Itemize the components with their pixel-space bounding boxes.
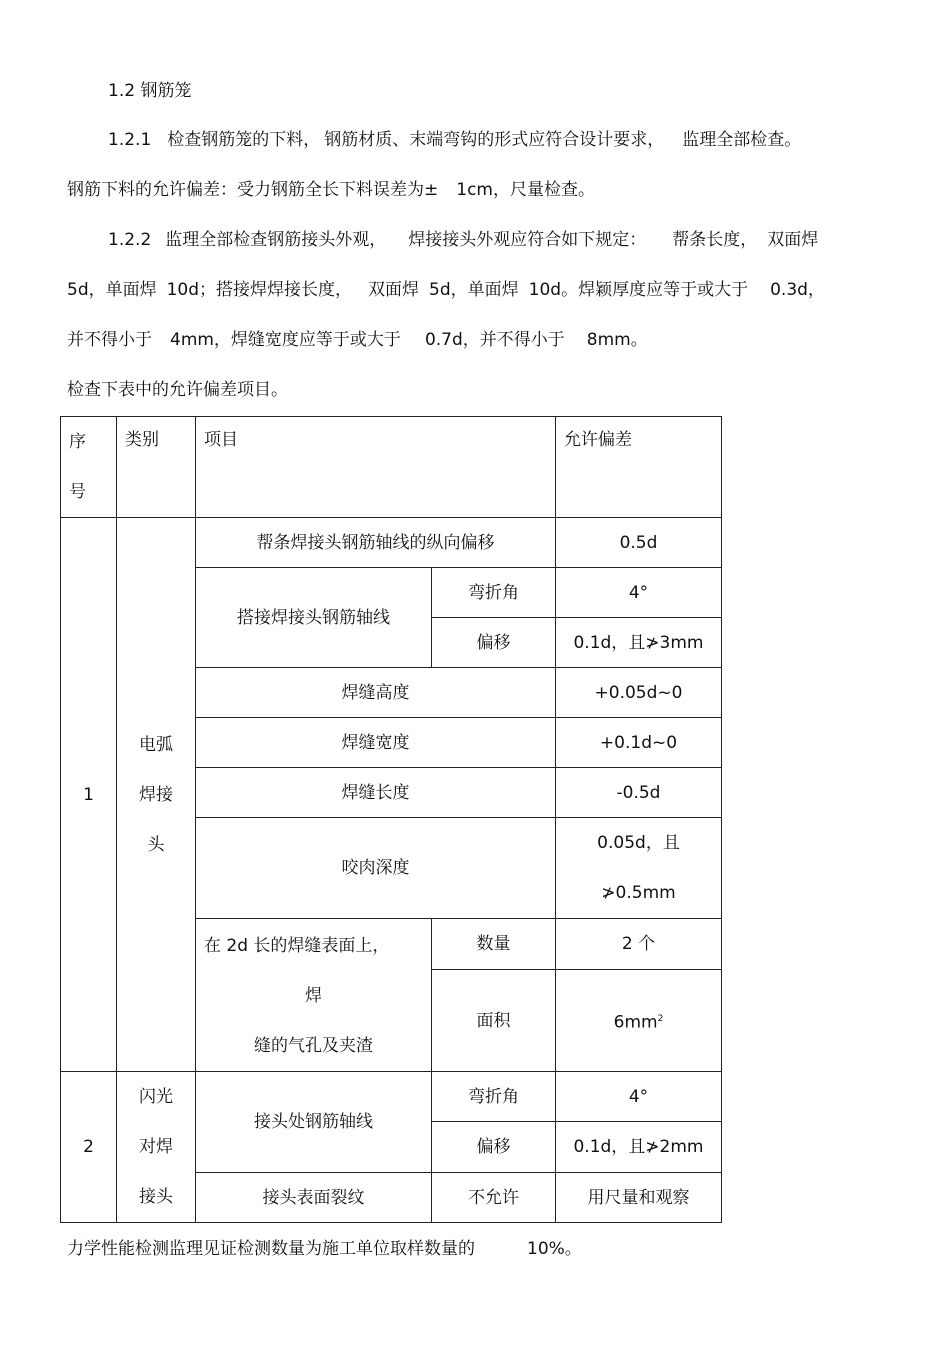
tolerance-cell: 2 个: [556, 919, 722, 970]
sub-item-cell: 弯折角: [432, 568, 556, 618]
header-item: 项目: [196, 417, 556, 518]
group-2-number: 2: [61, 1072, 117, 1223]
item-cell: 搭接焊接头钢筋轴线: [196, 568, 432, 668]
tolerance-table: [60, 416, 722, 1223]
text-span: 0.3d，: [770, 280, 825, 300]
tolerance-cell: [556, 818, 722, 919]
table-row: [61, 1072, 722, 1122]
table-row: [61, 518, 722, 568]
tolerance-cell: -0.5d: [556, 768, 722, 818]
text-span: 10%。: [527, 1239, 582, 1259]
tolerance-cell: [556, 970, 722, 1072]
type-line: 接头: [139, 1187, 173, 1207]
text-span: 双面焊: [767, 230, 819, 250]
item-line: 焊: [305, 986, 322, 1006]
text-span: 10d。焊颖厚度应等于或大于: [528, 280, 749, 300]
item-cell: 接头处钢筋轴线: [196, 1072, 432, 1173]
text-span: 5d，单面焊: [429, 280, 519, 300]
item-cell: [196, 919, 432, 1072]
text-span: 1cm，尺量检查。: [456, 180, 595, 200]
tolerance-cell: 0.1d，且≯3mm: [556, 618, 722, 668]
text-span: 焊接接头外观应符合如下规定：: [408, 230, 647, 250]
text-span: 4mm，焊缝宽度应等于或大于: [170, 330, 401, 350]
header-no: [61, 417, 117, 518]
footer-note: [67, 1238, 582, 1260]
section-heading: 1.2 钢筋笼: [108, 81, 192, 101]
paragraph-2-line-3: [67, 329, 648, 351]
sub-item-cell: 偏移: [432, 1122, 556, 1173]
sub-item-cell: 偏移: [432, 618, 556, 668]
sub-item-cell: 弯折角: [432, 1072, 556, 1122]
type-line: 焊接: [139, 784, 173, 805]
sub-item-cell: 不允许: [432, 1173, 556, 1223]
text-span: 钢筋材质、末端弯钩的形式应符合设计要求，: [324, 130, 665, 150]
item-cell: 咬肉深度: [196, 818, 556, 919]
table-header-row: [61, 417, 722, 518]
text-span: 10d；搭接焊焊接长度，: [166, 280, 353, 300]
type-line: 对焊: [139, 1137, 173, 1157]
text-span: 检查钢筋笼的下料，: [167, 130, 321, 150]
paragraph-1-line-2: [67, 179, 595, 201]
tolerance-line: ≯0.5mm: [601, 883, 676, 903]
text-span: 8mm。: [586, 330, 648, 350]
type-line: 电弧: [139, 734, 173, 755]
item-line: 缝的气孔及夹渣: [254, 1036, 373, 1056]
paragraph-3: 检查下表中的允许偏差项目。: [67, 380, 288, 400]
tolerance-cell: 4°: [556, 1072, 722, 1122]
group-2-type: [117, 1072, 196, 1223]
tolerance-cell: 4°: [556, 568, 722, 618]
tolerance-value: 6mm: [613, 1012, 658, 1033]
sub-item-cell: 数量: [432, 919, 556, 970]
tolerance-cell: +0.1d~0: [556, 718, 722, 768]
type-line: 闪光: [139, 1087, 173, 1107]
item-cell: 帮条焊接头钢筋轴线的纵向偏移: [196, 518, 556, 568]
paragraph-2-line-1: [108, 229, 818, 251]
header-tolerance: 允许偏差: [556, 417, 722, 518]
text-span: 监理全部检查钢筋接头外观，: [165, 230, 387, 250]
superscript: 2: [657, 1013, 664, 1024]
group-1-type: [117, 518, 196, 1072]
item-cell: 接头表面裂纹: [196, 1173, 432, 1223]
item-line: 在 2d 长的焊缝表面上，: [204, 936, 390, 956]
text-span: 双面焊: [368, 280, 420, 300]
header-no-line: 号: [69, 482, 86, 502]
sub-item-cell: 面积: [432, 970, 556, 1072]
tolerance-cell: +0.05d~0: [556, 668, 722, 718]
text-span: 力学性能检测监理见证检测数量为施工单位取样数量的: [67, 1239, 475, 1259]
item-cell: 焊缝高度: [196, 668, 556, 718]
item-cell: 焊缝宽度: [196, 718, 556, 768]
tolerance-line: 0.05d，且: [597, 833, 680, 853]
tolerance-cell: 0.1d，且≯2mm: [556, 1122, 722, 1173]
item-cell: 焊缝长度: [196, 768, 556, 818]
text-span: 0.7d，并不得小于: [424, 330, 565, 350]
text-span: 监理全部检查。: [682, 130, 802, 150]
text-span: 帮条长度，: [672, 230, 758, 250]
paragraph-2-line-2: [67, 279, 825, 301]
text-span: 钢筋下料的允许偏差：受力钢筋全长下料误差为±: [67, 180, 439, 200]
paragraph-1-line-1: [108, 129, 801, 151]
text-span: 5d，单面焊: [67, 280, 157, 300]
clause-number: 1.2.2: [108, 230, 152, 250]
header-no-line: 序: [69, 432, 86, 452]
tolerance-cell: 用尺量和观察: [556, 1173, 722, 1223]
header-type: 类别: [117, 417, 196, 518]
text-span: 并不得小于: [67, 330, 152, 350]
clause-number: 1.2.1: [108, 130, 152, 150]
group-1-number: 1: [61, 518, 117, 1072]
tolerance-cell: 0.5d: [556, 518, 722, 568]
type-line: 头: [147, 834, 165, 855]
